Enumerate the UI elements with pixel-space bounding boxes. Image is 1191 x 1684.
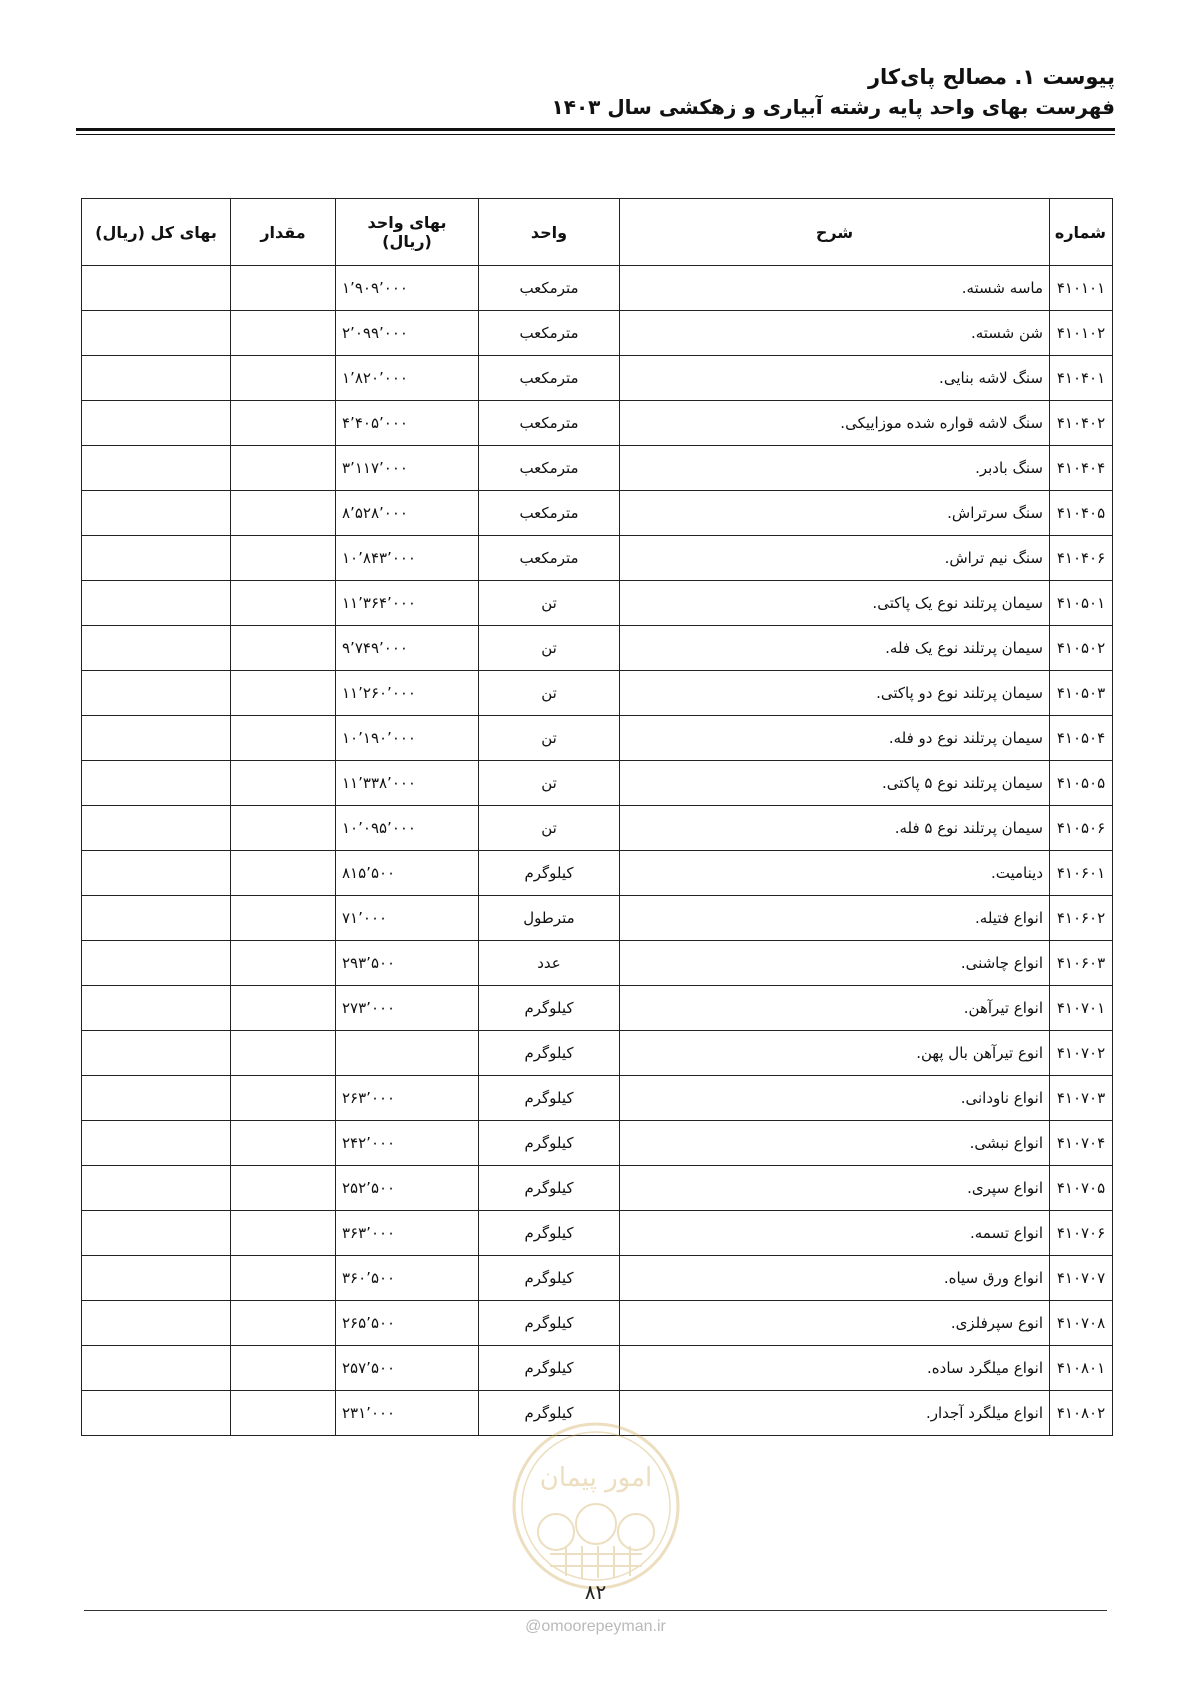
- row-code: ۴۱۰۵۰۲: [1050, 626, 1113, 671]
- row-qty: [231, 1166, 336, 1211]
- row-qty: [231, 761, 336, 806]
- row-code: ۴۱۰۸۰۱: [1050, 1346, 1113, 1391]
- table-row: [82, 446, 1113, 491]
- row-code: ۴۱۰۶۰۳: [1050, 941, 1113, 986]
- row-total: [82, 1391, 231, 1436]
- row-code: ۴۱۰۱۰۱: [1050, 266, 1113, 311]
- row-desc: انواع نبشی.: [620, 1121, 1050, 1166]
- row-desc: سنگ لاشه بنایی.: [620, 356, 1050, 401]
- row-total: [82, 1031, 231, 1076]
- row-desc: سنگ نیم تراش.: [620, 536, 1050, 581]
- row-unit-price: ۳٬۱۱۷٬۰۰۰: [336, 446, 479, 491]
- row-unit: مترطول: [479, 896, 620, 941]
- row-unit: کیلوگرم: [479, 1211, 620, 1256]
- row-unit-price: ۱٬۹۰۹٬۰۰۰: [336, 266, 479, 311]
- col-header-total: بهای کل (ریال): [82, 199, 231, 266]
- page-header: [552, 62, 1115, 122]
- row-qty: [231, 806, 336, 851]
- row-total: [82, 266, 231, 311]
- row-unit-price: ۸۱۵٬۵۰۰: [336, 851, 479, 896]
- row-unit: کیلوگرم: [479, 1256, 620, 1301]
- watermark-text: @omoorepeyman.ir: [525, 1618, 666, 1635]
- row-total: [82, 1346, 231, 1391]
- row-code: ۴۱۰۴۰۱: [1050, 356, 1113, 401]
- row-unit-price: ۲۶۳٬۰۰۰: [336, 1076, 479, 1121]
- row-desc: انواع سپری.: [620, 1166, 1050, 1211]
- row-total: [82, 356, 231, 401]
- row-qty: [231, 986, 336, 1031]
- row-qty: [231, 716, 336, 761]
- row-unit-price: ۱۰٬۸۴۳٬۰۰۰: [336, 536, 479, 581]
- row-desc: سیمان پرتلند نوع دو فله.: [620, 716, 1050, 761]
- row-qty: [231, 1301, 336, 1346]
- table-row: [82, 1076, 1113, 1121]
- row-total: [82, 581, 231, 626]
- row-qty: [231, 1121, 336, 1166]
- table-row: [82, 1166, 1113, 1211]
- row-code: ۴۱۰۷۰۸: [1050, 1301, 1113, 1346]
- row-qty: [231, 941, 336, 986]
- table-row: [82, 266, 1113, 311]
- row-desc: سیمان پرتلند نوع ۵ پاکتی.: [620, 761, 1050, 806]
- row-unit: کیلوگرم: [479, 1031, 620, 1076]
- document-title: فهرست بهای واحد پایه رشته آبیاری و زهکشی سال ۱۴۰۳: [551, 95, 1115, 119]
- row-desc: انواع ناودانی.: [620, 1076, 1050, 1121]
- row-desc: انواع تیرآهن.: [620, 986, 1050, 1031]
- row-unit: کیلوگرم: [479, 1346, 620, 1391]
- table-row: [82, 716, 1113, 761]
- row-code: ۴۱۰۶۰۲: [1050, 896, 1113, 941]
- row-unit-price: ۸٬۵۲۸٬۰۰۰: [336, 491, 479, 536]
- row-unit: کیلوگرم: [479, 1076, 620, 1121]
- row-desc: سنگ لاشه قواره شده موزاییکی.: [620, 401, 1050, 446]
- row-qty: [231, 266, 336, 311]
- table-row: [82, 986, 1113, 1031]
- row-code: ۴۱۰۴۰۲: [1050, 401, 1113, 446]
- row-total: [82, 311, 231, 356]
- row-unit: کیلوگرم: [479, 1166, 620, 1211]
- row-code: ۴۱۰۵۰۱: [1050, 581, 1113, 626]
- table-row: [82, 896, 1113, 941]
- row-total: [82, 536, 231, 581]
- row-desc: انوع تیرآهن بال پهن.: [620, 1031, 1050, 1076]
- row-qty: [231, 896, 336, 941]
- row-total: [82, 1166, 231, 1211]
- row-unit: کیلوگرم: [479, 986, 620, 1031]
- row-desc: شن شسته.: [620, 311, 1050, 356]
- row-total: [82, 1256, 231, 1301]
- row-unit: مترمکعب: [479, 266, 620, 311]
- row-desc: دینامیت.: [620, 851, 1050, 896]
- row-total: [82, 671, 231, 716]
- table-row: [82, 1121, 1113, 1166]
- row-desc: سیمان پرتلند نوع ۵ فله.: [620, 806, 1050, 851]
- row-unit: عدد: [479, 941, 620, 986]
- row-code: ۴۱۰۴۰۶: [1050, 536, 1113, 581]
- row-code: ۴۱۰۷۰۵: [1050, 1166, 1113, 1211]
- row-unit-price: ۲۹۳٬۵۰۰: [336, 941, 479, 986]
- seal-text: امور پیمان: [539, 1463, 653, 1493]
- row-qty: [231, 851, 336, 896]
- row-total: [82, 851, 231, 896]
- row-desc: انواع فتیله.: [620, 896, 1050, 941]
- row-qty: [231, 581, 336, 626]
- row-desc: انوع سپرفلزی.: [620, 1301, 1050, 1346]
- row-total: [82, 626, 231, 671]
- row-desc: سنگ سرتراش.: [620, 491, 1050, 536]
- table-row: [82, 356, 1113, 401]
- table-row: [82, 761, 1113, 806]
- row-unit: کیلوگرم: [479, 1121, 620, 1166]
- row-code: ۴۱۰۵۰۶: [1050, 806, 1113, 851]
- row-qty: [231, 401, 336, 446]
- table-row: [82, 1301, 1113, 1346]
- row-code: ۴۱۰۸۰۲: [1050, 1391, 1113, 1436]
- row-qty: [231, 1346, 336, 1391]
- row-unit-price: ۲۳۱٬۰۰۰: [336, 1391, 479, 1436]
- row-unit-price: ۲۵۷٬۵۰۰: [336, 1346, 479, 1391]
- row-unit: مترمکعب: [479, 446, 620, 491]
- row-qty: [231, 1031, 336, 1076]
- row-unit-price: ۲۶۵٬۵۰۰: [336, 1301, 479, 1346]
- row-unit-price: ۲۴۲٬۰۰۰: [336, 1121, 479, 1166]
- row-unit-price: ۱۱٬۳۶۴٬۰۰۰: [336, 581, 479, 626]
- row-unit: کیلوگرم: [479, 851, 620, 896]
- row-code: ۴۱۰۶۰۱: [1050, 851, 1113, 896]
- row-qty: [231, 1256, 336, 1301]
- row-unit-price: ۷۱٬۰۰۰: [336, 896, 479, 941]
- row-unit: مترمکعب: [479, 311, 620, 356]
- table-header-row: [82, 199, 1113, 266]
- row-desc: سیمان پرتلند نوع یک پاکتی.: [620, 581, 1050, 626]
- row-unit-price: ۳۶۰٬۵۰۰: [336, 1256, 479, 1301]
- appendix-title: پیوست ۱. مصالح پای‌کار: [867, 65, 1115, 89]
- row-unit: مترمکعب: [479, 491, 620, 536]
- row-unit-price: ۹٬۷۴۹٬۰۰۰: [336, 626, 479, 671]
- row-qty: [231, 1211, 336, 1256]
- header-rule-thin: [76, 134, 1115, 135]
- row-unit: تن: [479, 761, 620, 806]
- row-code: ۴۱۰۴۰۵: [1050, 491, 1113, 536]
- table-row: [82, 311, 1113, 356]
- table-row: [82, 401, 1113, 446]
- row-qty: [231, 311, 336, 356]
- row-total: [82, 1301, 231, 1346]
- table-row: [82, 1346, 1113, 1391]
- row-code: ۴۱۰۵۰۵: [1050, 761, 1113, 806]
- row-unit-price: ۳۶۳٬۰۰۰: [336, 1211, 479, 1256]
- row-desc: سیمان پرتلند نوع دو پاکتی.: [620, 671, 1050, 716]
- row-qty: [231, 1076, 336, 1121]
- row-total: [82, 491, 231, 536]
- row-code: ۴۱۰۴۰۴: [1050, 446, 1113, 491]
- row-total: [82, 986, 231, 1031]
- table-row: [82, 581, 1113, 626]
- row-qty: [231, 1391, 336, 1436]
- row-unit-price: ۲٬۰۹۹٬۰۰۰: [336, 311, 479, 356]
- row-unit-price: [336, 1031, 479, 1076]
- row-qty: [231, 536, 336, 581]
- row-unit-price: ۱۰٬۱۹۰٬۰۰۰: [336, 716, 479, 761]
- row-unit: مترمکعب: [479, 401, 620, 446]
- row-code: ۴۱۰۵۰۳: [1050, 671, 1113, 716]
- row-unit: کیلوگرم: [479, 1391, 620, 1436]
- row-qty: [231, 356, 336, 401]
- row-unit: تن: [479, 806, 620, 851]
- price-table: [81, 198, 1113, 1436]
- row-unit-price: ۴٬۴۰۵٬۰۰۰: [336, 401, 479, 446]
- omoore-peyman-seal-icon: [510, 1420, 682, 1592]
- row-desc: سنگ بادبر.: [620, 446, 1050, 491]
- col-header-qty: مقدار: [231, 199, 336, 266]
- row-unit: کیلوگرم: [479, 1301, 620, 1346]
- row-unit: مترمکعب: [479, 536, 620, 581]
- row-total: [82, 806, 231, 851]
- row-unit-price: ۱۰٬۰۹۵٬۰۰۰: [336, 806, 479, 851]
- table-row: [82, 851, 1113, 896]
- col-header-code: شماره: [1050, 199, 1113, 266]
- row-desc: انواع میلگرد آجدار.: [620, 1391, 1050, 1436]
- row-unit: تن: [479, 626, 620, 671]
- row-unit: تن: [479, 716, 620, 761]
- table-row: [82, 626, 1113, 671]
- row-code: ۴۱۰۱۰۲: [1050, 311, 1113, 356]
- row-desc: انواع میلگرد ساده.: [620, 1346, 1050, 1391]
- row-total: [82, 1211, 231, 1256]
- col-header-unit: واحد: [479, 199, 620, 266]
- row-unit: مترمکعب: [479, 356, 620, 401]
- row-code: ۴۱۰۷۰۴: [1050, 1121, 1113, 1166]
- header-rule-thick: [76, 128, 1115, 131]
- table-row: [82, 806, 1113, 851]
- row-code: ۴۱۰۷۰۳: [1050, 1076, 1113, 1121]
- row-code: ۴۱۰۷۰۷: [1050, 1256, 1113, 1301]
- col-header-price: بهای واحد (ریال): [336, 199, 479, 266]
- row-desc: سیمان پرتلند نوع یک فله.: [620, 626, 1050, 671]
- row-unit-price: ۱٬۸۲۰٬۰۰۰: [336, 356, 479, 401]
- table-row: [82, 1031, 1113, 1076]
- row-total: [82, 1076, 231, 1121]
- col-header-desc: شرح: [620, 199, 1050, 266]
- row-code: ۴۱۰۵۰۴: [1050, 716, 1113, 761]
- row-qty: [231, 491, 336, 536]
- row-total: [82, 1121, 231, 1166]
- page-number: ۸۲: [584, 1580, 607, 1604]
- row-qty: [231, 446, 336, 491]
- row-desc: ماسه شسته.: [620, 266, 1050, 311]
- row-desc: انواع ورق سیاه.: [620, 1256, 1050, 1301]
- row-unit-price: ۲۵۲٬۵۰۰: [336, 1166, 479, 1211]
- table-row: [82, 491, 1113, 536]
- row-qty: [231, 671, 336, 716]
- row-unit-price: ۱۱٬۳۳۸٬۰۰۰: [336, 761, 479, 806]
- row-desc: انواع تسمه.: [620, 1211, 1050, 1256]
- row-code: ۴۱۰۷۰۱: [1050, 986, 1113, 1031]
- row-code: ۴۱۰۷۰۶: [1050, 1211, 1113, 1256]
- row-unit: تن: [479, 671, 620, 716]
- table-row: [82, 1211, 1113, 1256]
- row-total: [82, 761, 231, 806]
- footer-rule: [84, 1610, 1107, 1611]
- table-row: [82, 1256, 1113, 1301]
- row-total: [82, 446, 231, 491]
- row-total: [82, 401, 231, 446]
- row-desc: انواع چاشنی.: [620, 941, 1050, 986]
- row-code: ۴۱۰۷۰۲: [1050, 1031, 1113, 1076]
- row-unit-price: ۱۱٬۲۶۰٬۰۰۰: [336, 671, 479, 716]
- row-total: [82, 941, 231, 986]
- row-qty: [231, 626, 336, 671]
- row-total: [82, 716, 231, 761]
- row-total: [82, 896, 231, 941]
- row-unit: تن: [479, 581, 620, 626]
- table-row: [82, 536, 1113, 581]
- table-row: [82, 941, 1113, 986]
- row-unit-price: ۲۷۳٬۰۰۰: [336, 986, 479, 1031]
- table-row: [82, 671, 1113, 716]
